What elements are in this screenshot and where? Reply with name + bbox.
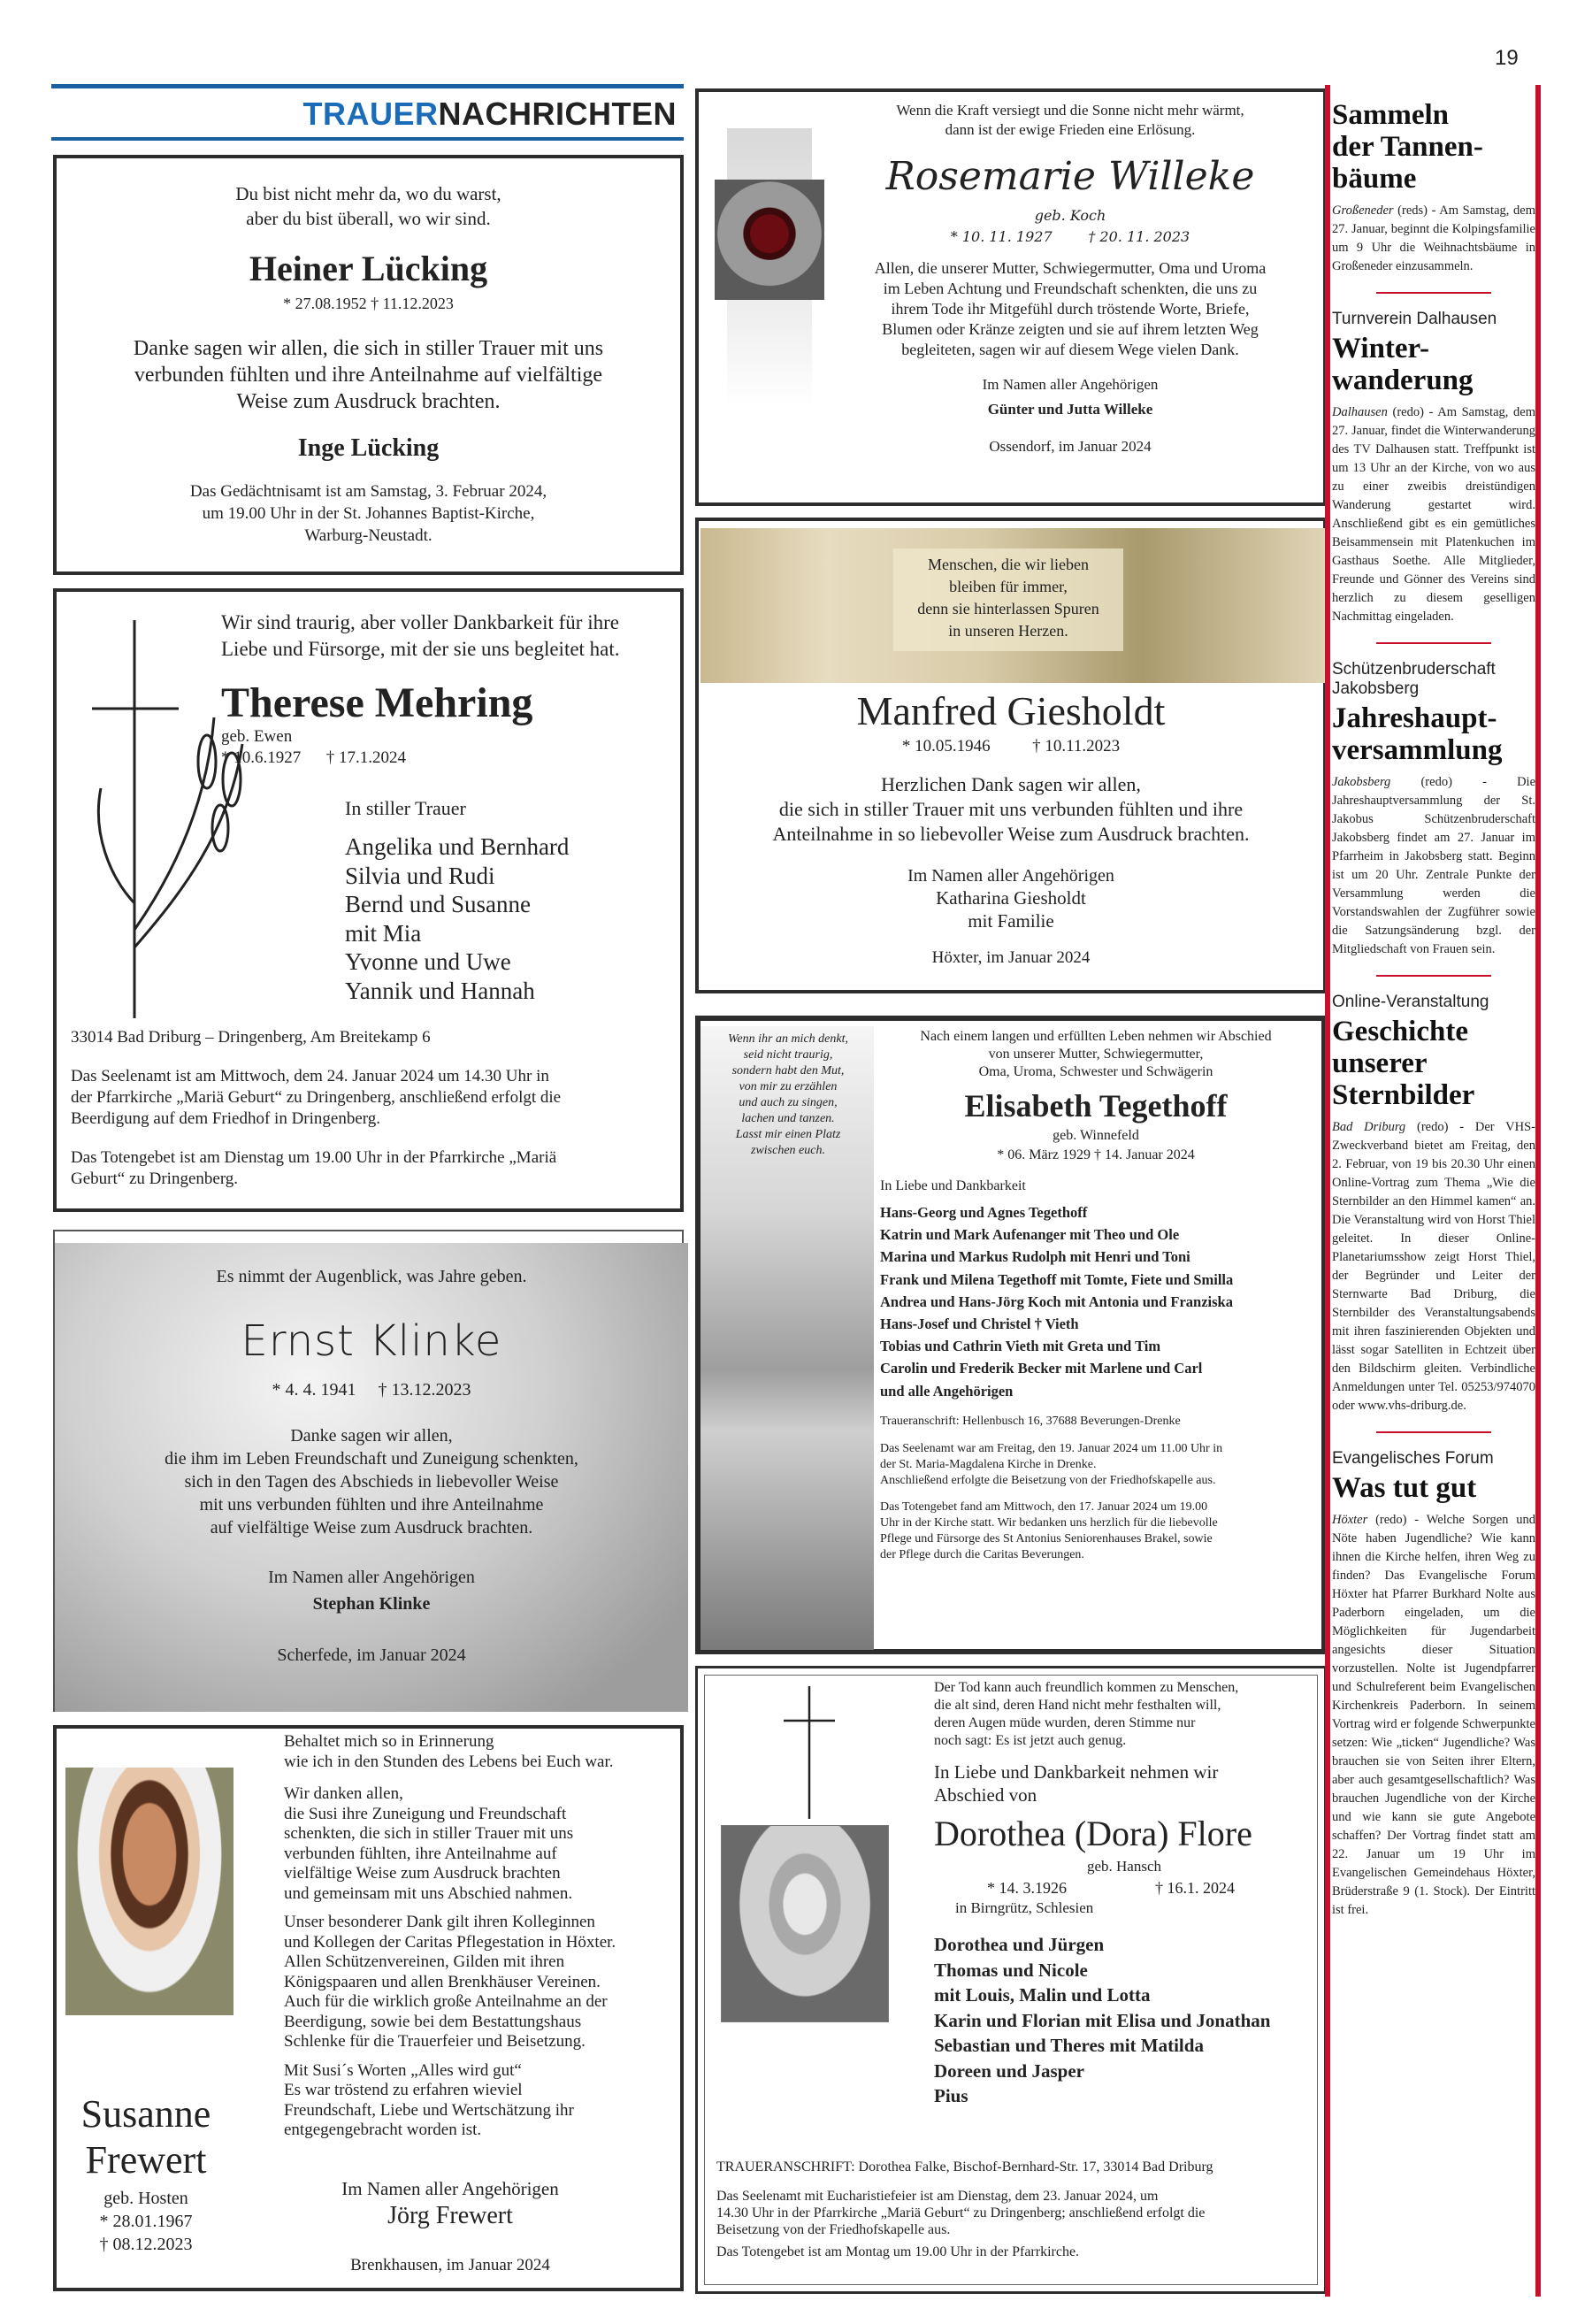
text-line: schenkten, die sich in stiller Trauer mit uns xyxy=(284,1824,574,1843)
text-line: Der Tod kann auch freundlich kommen zu Menschen, xyxy=(934,1680,1239,1695)
text-line: Wir danken allen, xyxy=(284,1784,403,1803)
family-member: Doreen und Jasper xyxy=(934,2059,1084,2082)
text-line: Schlenke für die Trauerfeier und Beisetzung. xyxy=(284,2032,586,2051)
obituary-luecking: Du bist nicht mehr da, wo du warst, aber du bist überall, wo wir sind. Heiner Lücking * 27.08.1952 † 11.12.2023 Danke sagen wir allen, die sich in stiller Trauer mit uns verbunden fühlten und ihre Anteilnahme auf vielfältige Weise zum Ausdruck brachten. Inge Lücking Das Gedächtnisamt ist am Samstag, 3. Februar 2024, um 19.00 Uhr in der St. Johannes Baptist-Kirche, Warburg-Neustadt. xyxy=(53,155,684,575)
family-member: Hans-Georg und Agnes Tegethoff xyxy=(880,1204,1088,1221)
text-line: sich in den Tagen des Abschieds in liebevoller Weise xyxy=(184,1472,559,1492)
deceased-name: Therese Mehring xyxy=(221,679,533,726)
text-line: Menschen, die wir lieben xyxy=(928,556,1089,573)
article-headline xyxy=(1332,99,1535,195)
sidebar-rule-left xyxy=(1325,85,1330,2297)
portrait-photo xyxy=(65,1768,233,2015)
headline-line: wanderung xyxy=(1332,364,1474,396)
family-member: mit Mia xyxy=(345,919,422,947)
family-member: Silvia und Rudi xyxy=(345,862,495,889)
text-line: 14.30 Uhr in der Pfarrkirche „Mariä Geburt“ zu Dringenberg; anschließend erfolgt die xyxy=(716,2205,1206,2220)
family-member: Angelika und Bernhard xyxy=(345,833,570,860)
text-line: Freundschaft, Liebe und Wertschätzung ihr xyxy=(284,2100,574,2120)
text-line: Herzlichen Dank sagen wir allen, xyxy=(881,773,1141,795)
obituary-tegethoff-text: Nach einem langen und erfüllten Leben nehmen wir Abschied von unserer Mutter, Schwiegermutter, Oma, Uroma, Schwester und Schwägerin Elisabeth Tegethoff geb. Winnefeld * 06. März 1929 † 14. Januar 2024 In Liebe und Dankbarkeit Hans-Georg und Agnes Tegethoff Katrin und Mark Aufenanger mit Theo und Ole Marina und Markus Rudolph mit Henri und Toni Frank und Milena Tegethoff mit Tomte, Fiete und Smilla Andrea und Hans-Jörg Koch mit Antonia und Franziska Hans-Josef und Christel † Vieth Tobias und Cathrin Vieth mit Greta und Tim Carolin und Frederik Becker mit Marlene und Carl und alle Angehörigen Traueranschrift: Hellenbusch 16, 37688 Beverungen-Drenke Das Seelenamt war am Freitag, den 19. Januar 2024 um 11.00 Uhr in der St. Maria-Magdalena Kirche in Drenke. Anschließend erfolgte die Beisetzung von der Friedhofskapelle aus. Das Totengebet fand am Mittwoch, den 17. Januar 2024 um 19.00 Uhr in der Kirche statt. Wir bedanken uns herzlich für die liebevolle Pflege und Fürsorge des St Antonius Seniorenhauses Brakel, sowie der Pflege durch die Caritas Beverungen. xyxy=(880,1028,1312,1563)
headline-line: versammlung xyxy=(1332,734,1503,766)
text-line: mit uns verbunden fühlten und ihre Anteilnahme xyxy=(199,1495,544,1515)
news-article-sternbilder: Online-Veranstaltung Geschichte unserer Sternbilder Bad Driburg (redo) - Der VHS-Zweckverband bietet am Freitag, den 2. Februar, von 19 bis 20.30 Uhr einen Online-Vortrag zum Thema „Wie die Sternbilder an den Himmel kamen“ an. Die Veranstaltung wird von Horst Thiel geleitet. In dieser Online-Planetariumsshow zeigt Horst Thiel, der Begründer und Leiter der Sternwarte Bad Driburg, die Sternbilder des Veranstaltungsabends mit ihren faszinierenden Objekten und lässt sogar Satelliten in Echtzeit über den Bildschirm gleiten. Verbindliche Anmeldungen unter Tel. 05253/974070 oder www.vhs-driburg.de. xyxy=(1332,993,1535,1415)
family-member: Frank und Milena Tegethoff mit Tomte, Fiete und Smilla xyxy=(880,1270,1234,1288)
deceased-name: Heiner Lücking xyxy=(249,249,488,288)
deceased-name: Ernst Klinke xyxy=(241,1316,502,1366)
article-separator xyxy=(1376,292,1491,294)
text-line: entgegengebracht worden ist. xyxy=(284,2121,482,2139)
headline-line: Geschichte xyxy=(1332,1016,1468,1047)
text-line: Mit Susi´s Worten „Alles wird gut“ xyxy=(284,2060,522,2080)
family-member: Marina und Markus Rudolph mit Henri und Toni xyxy=(880,1248,1190,1266)
text-line: deren Augen müde wurden, deren Stimme nur xyxy=(934,1715,1196,1730)
text-line: in unseren Herzen. xyxy=(948,622,1068,640)
article-separator xyxy=(1376,975,1491,977)
news-article-winterwanderung: Turnverein Dalhausen Winter- wanderung Dalhausen (redo) - Am Samstag, dem 27. Januar, findet die Winterwanderung des TV Dalhausen statt. Treffpunkt ist um 13 Uhr an der Kirche, von wo aus zu einer zweibis dreistündigen Wanderung gestartet wird. Anschließend gibt es ein gemütliches Beisammensein mit Platenkuchen im Gasthaus Soethe. Alle Mitglieder, Freunde und Gönner des Vereins sind herzlich zu diesem geselligen Nachmittag eingeladen. xyxy=(1332,310,1535,626)
text-line: Anteilnahme in so liebevoller Weise zum Ausdruck brachten. xyxy=(772,823,1250,845)
family-list xyxy=(345,832,569,1005)
section-header xyxy=(51,84,684,141)
text-line: und Kollegen der Caritas Pflegestation in Höxter. xyxy=(284,1932,616,1952)
text-line: Unser besonderer Dank gilt ihren Kolleginnen xyxy=(284,1913,595,1931)
obituary-frewert: Susanne Frewert geb. Hosten * 28.01.1967 † 08.12.2023 Behaltet mich so in Erinnerung wie ich in den Stunden des Lebens bei Euch war. Wir danken allen, die Susi ihre Zuneigung und Freundschaft schenkten, die sich in stiller Trauer mit uns verbunden fühlten, ihre Anteilnahme auf vielfältige Weise zum Ausdruck brachten und gemeinsam mit uns Abschied nahmen. Unser besonderer Dank gilt ihren Kolleginnen und Kollegen der Caritas Pflegestation in Höxter. Allen Schützenvereinen, Gilden mit ihren Königspaaren und allen Brenkhäuser Vereinen. Auch für die wirklich große Anteilnahme an der Beerdigung, sowie bei dem Bestattungshaus Schlenke für die Trauerfeier und Beisetzung. Mit Susi´s Worten „Alles wird gut“ Es war tröstend zu erfahren wieviel Freundschaft, Liebe und Wertschätzung ihr entgegengebracht worden ist. Im Namen aller Angehörigen Jörg Frewert Brenkhausen, im Januar 2024 xyxy=(53,1725,684,2291)
text-line: Blumen oder Kränze zeigten und sie auf ihrem letzten Weg xyxy=(882,320,1259,338)
text-line: die alt sind, deren Hand nicht mehr festhalten will, xyxy=(934,1698,1221,1713)
article-headline xyxy=(1332,333,1535,396)
text-line: Anschließend erfolgte die Beisetzung von der Friedhofskapelle aus. xyxy=(880,1473,1216,1487)
headline-line: Was tut gut xyxy=(1332,1472,1477,1504)
text-line: verbunden fühlten, ihre Anteilnahme auf xyxy=(284,1844,557,1863)
text-line: Lasst mir einen Platz xyxy=(735,1128,841,1141)
family-member: Carolin und Frederik Becker mit Marlene und Carl xyxy=(880,1360,1203,1377)
giesholdt-verse-panel xyxy=(893,548,1123,651)
family-member: Thomas und Nicole xyxy=(934,1959,1088,1981)
news-article-tannenbaeume xyxy=(1332,85,1535,276)
text-line: Es war tröstend zu erfahren wieviel xyxy=(284,2081,523,2099)
family-member: Katrin und Mark Aufenanger mit Theo und Ole xyxy=(880,1226,1180,1244)
section-title: TRAUERNACHRICHTEN xyxy=(302,96,677,132)
text-line: Allen Schützenvereinen, Gilden mit ihren xyxy=(284,1952,565,1971)
family-member: Dorothea und Jürgen xyxy=(934,1934,1105,1955)
text-line: zwischen euch. xyxy=(751,1144,825,1157)
text-line: die ihm im Leben Freundschaft und Zuneigung schenkten, xyxy=(165,1449,578,1469)
deceased-name: Dorothea (Dora) Flore xyxy=(934,1814,1252,1853)
text-line: Allen, die unserer Mutter, Schwiegermutter, Oma und Uroma xyxy=(874,259,1267,277)
text-line: Das Seelenamt mit Eucharistiefeier ist am Dienstag, dem 23. Januar 2024, um xyxy=(716,2189,1159,2204)
headline-line: Winter- xyxy=(1332,333,1429,364)
article-headline xyxy=(1332,1016,1535,1111)
text-line: im Leben Achtung und Freundschaft schenkten, die uns zu xyxy=(883,280,1258,297)
article-body: Jakobsberg (redo) - Die Jahreshauptversammlung der St. Jakobus Schützenbruderschaft Jakobsberg findet am 27. Januar im Pfarrheim in Jakobsberg statt. Beginn ist um 20 Uhr. Zentrale Punkte der Versammlung werden die Vorstandswahlen der Zugführer sowie die Satzungsänderung bzgl. der Mitgliedschaft von Frauen sein. xyxy=(1332,775,1535,956)
family-member: Andrea und Hans-Jörg Koch mit Antonia und Franziska xyxy=(880,1292,1233,1310)
headline-line: Jahreshaupt- xyxy=(1332,702,1497,734)
family-member: Bernd und Susanne xyxy=(345,891,531,917)
deceased-name: Rosemarie Willeke xyxy=(885,154,1255,199)
text-line: und auch zu singen, xyxy=(739,1096,838,1109)
article-body: Dalhausen (redo) - Am Samstag, dem 27. Januar, findet die Winterwanderung des TV Dalhausen statt. Treffpunkt ist um 13 Uhr an der Kirche, von wo aus zu einer zweibis dreistündigen Wanderung gestartet wird. Anschließend gibt es ein gemütliches Beisammensein mit Platenkuchen im Gasthaus Soethe. Alle Mitglieder, Freunde und Gönner des Vereins sind herzlich zu diesem geselligen Nachmittag eingeladen. xyxy=(1332,405,1535,624)
text-line: der Pflege durch die Caritas Beverungen. xyxy=(880,1547,1084,1561)
text-line: Beisetzung von der Friedhofskapelle aus. xyxy=(716,2222,951,2237)
headline-line: bäume xyxy=(1332,163,1417,195)
rose-image xyxy=(715,180,824,300)
obituary-flore-text: Der Tod kann auch freundlich kommen zu Menschen, die alt sind, deren Hand nicht mehr festhalten will, deren Augen müde wurden, deren Stimme nur noch sagt: Es ist jetzt auch genug. In Liebe und Dankbarkeit nehmen wir Abschied von Dorothea (Dora) Flore geb. Hansch * 14. 3.1926 † 16.1. 2024 in Birngrütz, Schlesien Dorothea und Jürgen Thomas und Nicole mit Louis, Malin und Lotta Karin und Florian mit Elisa und Jonathan Sebastian und Theres mit Matilda Doreen und Jasper Pius xyxy=(934,1679,1314,2109)
family-member: Yannik und Hannah xyxy=(345,977,535,1004)
news-article-was-tut-gut: Evangelisches Forum Was tut gut Höxter (redo) - Welche Sorgen und Nöte haben Jugendliche? Wie kann ihnen die Kirche helfen, ihren Weg zu finden? Das Evangelische Forum Höxter hat Pfarrer Burkhard Nolte aus Paderborn eingeladen, um die Möglichkeiten für Jugendarbeit angesichts dieser Situation vorzustellen. Nolte ist Jugendpfarrer und Schulreferent beim Evangelischen Kirchenkreis Paderborn. In seinem Vortrag wird er folgende Schwerpunkte setzen: Wie „ticken“ Jugendliche? Was brauchen sie von Seiten ihrer Eltern, aber auch gesamtgesellschaftlich? Was brauchen Jugendliche von der Kirche und wie kann sie gute Angebote schaffen? Der Vortrag findet statt am 22. Januar um 19 Uhr im Evangelischen Gemeindehaus Höxter, Brüderstraße 9 (1. Stock). Der Eintritt ist frei. xyxy=(1332,1449,1535,1920)
text-line: die sich in stiller Trauer mit uns verbunden fühlten und ihre xyxy=(778,798,1244,820)
text-line: von unserer Mutter, Schwiegermutter, xyxy=(988,1047,1204,1062)
text-line: von mir zu erzählen xyxy=(739,1080,838,1093)
text-line: und gemeinsam mit uns Abschied nahmen. xyxy=(284,1883,573,1903)
text-line: Pflege und Fürsorge des St Antonius Seniorenhauses Brakel, sowie xyxy=(880,1531,1213,1545)
text-line: noch sagt: Es ist jetzt auch genug. xyxy=(934,1733,1127,1748)
headline-line: Sternbilder xyxy=(1332,1079,1475,1111)
text-line: Beerdigung, sowie bei dem Bestattungshaus xyxy=(284,2012,582,2031)
news-article-jahreshauptversammlung: Schützenbruderschaft Jakobsberg Jahreshaupt- versammlung Jakobsberg (redo) - Die Jahreshauptversammlung der St. Jakobus Schützenbruderschaft Jakobsberg findet am 27. Januar im Pfarrheim in Jakobsberg statt. Beginn ist um 20 Uhr. Zentrale Punkte der Versammlung werden die Vorstandswahlen der Zugführer sowie die Satzungsänderung bzgl. der Mitgliedschaft von Frauen sein. xyxy=(1332,660,1535,959)
family-member: Pius xyxy=(934,2085,968,2106)
family-member: Yvonne und Uwe xyxy=(345,948,511,975)
article-body: Bad Driburg (redo) - Der VHS-Zweckverband bietet am Freitag, den 2. Februar, von 19 bis 20.30 Uhr einen Online-Vortrag zum Thema „Wie die Sternbilder an den Himmel kamen“ an. Die Veranstaltung wird von Horst Thiel geleitet. In dieser Online-Planetariumsshow zeigt Horst Thiel, der Begründer und Leiter der Sternwarte Bad Driburg, die Sternbilder des Veranstaltungsabends mit ihren faszinierenden Objekten und lässt sogar Satelliten in Echtzeit über den Bildschirm gleiten. Verbindliche Anmeldungen unter Tel. 05253/974070 oder www.vhs-driburg.de. xyxy=(1332,1120,1535,1413)
obituary-willeke-text: Wenn die Kraft versiegt und die Sonne nicht mehr wärmt, dann ist der ewige Frieden eine Erlösung. Rosemarie Willeke geb. Koch * 10. 11. 1927 † 20. 11. 2023 Allen, die unserer Mutter, Schwiegermutter, Oma und Uroma im Leben Achtung und Freundschaft schenkten, die uns zu ihrem Tode ihr Mitgefühl durch tröstende Worte, Briefe, Blumen oder Kränze zeigten und sie auf ihrem letzten Weg begleiteten, sagen wir auf diesem Wege vielen Dank. Im Namen aller Angehörigen Günter und Jutta Willeke Ossendorf, im Januar 2024 xyxy=(823,101,1318,456)
text-line: sondern habt den Mut, xyxy=(731,1064,845,1078)
family-member: Karin und Florian mit Elisa und Jonathan xyxy=(934,2009,1271,2031)
text-line: Wenn ihr an mich denkt, xyxy=(728,1032,848,1046)
article-headline xyxy=(1332,1472,1535,1504)
article-headline xyxy=(1332,702,1535,766)
sidebar-rule-right xyxy=(1535,85,1541,2297)
text-line: Das Totengebet fand am Mittwoch, den 17. Januar 2024 um 19.00 xyxy=(880,1499,1208,1514)
obituary-klinke-text: Es nimmt der Augenblick, was Jahre geben. Ernst Klinke * 4. 4. 1941 † 13.12.2023 Danke sagen wir allen, die ihm im Leben Freundschaft und Zuneigung schenkten, sich in den Tagen des Abschieds in liebevoller Weise mit uns verbunden fühlten und ihre Anteilnahme auf vielfältige Weise zum Ausdruck brachten. Im Namen aller Angehörigen Stephan Klinke Scherfede, im Januar 2024 xyxy=(55,1265,688,1667)
article-body: Großeneder (reds) - Am Samstag, dem 27. Januar, beginnt die Kolpingsfamilie um 9 Uhr die Weihnachtsbäume in Großeneder einzusammeln. xyxy=(1332,203,1535,273)
portrait-photo xyxy=(721,1825,889,2022)
text-line: bleiben für immer, xyxy=(949,578,1068,595)
text-line: denn sie hinterlassen Spuren xyxy=(917,600,1099,617)
text-line: Königspaaren und allen Brenkhäuser Vereinen. xyxy=(284,1972,601,1991)
page-number: 19 xyxy=(1495,46,1519,70)
tegethoff-poem xyxy=(706,1032,870,1159)
family-member: Sebastian und Theres mit Matilda xyxy=(934,2035,1204,2056)
deceased-name: Frewert xyxy=(85,2138,207,2182)
text-line: vielfältige Weise zum Ausdruck brachten xyxy=(284,1864,561,1883)
text-line: Oma, Uroma, Schwester und Schwägerin xyxy=(978,1064,1213,1079)
family-member: mit Louis, Malin und Lotta xyxy=(934,1984,1151,2006)
text-line: seid nicht traurig, xyxy=(743,1048,833,1062)
obituary-mehring: Wir sind traurig, aber voller Dankbarkeit für ihre Liebe und Fürsorge, mit der sie uns begleitet hat. Therese Mehring geb. Ewen * 10.6.1927 † 17.1.2024 In stiller Trauer Angelika und Bernhard Silvia und Rudi Bernd und Susanne mit Mia Yvonne und Uwe Yannik und Hannah 33014 Bad Driburg – Dringenberg, Am Breitekamp 6 Das Seelenamt ist am Mittwoch, dem 24. Januar 2024 um 14.30 Uhr in der Pfarrkirche „Mariä Geburt“ zu Dringenberg, anschließend erfolgt die Beerdigung auf dem Friedhof in Dringenberg. Das Totengebet ist am Dienstag um 19.00 Uhr in der Pfarrkirche „Mariä Geburt“ zu Dringenberg. xyxy=(53,588,684,1212)
article-separator xyxy=(1376,1431,1491,1433)
text-line: der St. Maria-Magdalena Kirche in Drenke. xyxy=(880,1457,1097,1471)
cross-icon xyxy=(778,1681,840,1822)
cross-wheat-icon xyxy=(74,611,260,1027)
text-line: begleiteten, sagen wir auf diesem Wege vielen Dank. xyxy=(901,341,1239,358)
article-body: Höxter (redo) - Welche Sorgen und Nöte haben Jugendliche? Wie kann ihnen die Kirche helfen, ihren Weg zu finden? Das Evangelische Forum Höxter hat Pfarrer Burkhard Nolte aus Paderborn eingeladen, um die Möglichkeiten für Jugendarbeit angesichts dieser Situation vorzustellen. Nolte ist Jugendpfarrer und Schulreferent beim Evangelischen Kirchenkreis Paderborn. In seinem Vortrag wird er folgende Schwerpunkte setzen: Wie „ticken“ Jugendliche? Was brauchen sie von Seiten ihrer Eltern, aber auch gesamtgesellschaftlich? Was brauchen Jugendliche von der Kirche und wie kann sie gute Angebote schaffen? Der Vortrag findet statt am 22. Januar um 19 Uhr im Evangelischen Gemeindehaus Höxter, Brüderstraße 9 (1. Stock). Der Eintritt ist frei. xyxy=(1332,1513,1535,1917)
family-member: und alle Angehörigen xyxy=(880,1382,1014,1400)
text-line: Nach einem langen und erfüllten Leben nehmen wir Abschied xyxy=(920,1029,1272,1044)
text-line: Danke sagen wir allen, xyxy=(290,1426,453,1446)
text-line: ihrem Tode ihr Mitgefühl durch tröstende Worte, Briefe, xyxy=(891,300,1250,318)
text-line: die Susi ihre Zuneigung und Freundschaft xyxy=(284,1804,567,1823)
news-sidebar xyxy=(1332,85,1535,2297)
text-line: Das Seelenamt war am Freitag, den 19. Januar 2024 um 11.00 Uhr in xyxy=(880,1441,1223,1455)
deceased-name: Elisabeth Tegethoff xyxy=(964,1088,1228,1124)
headline-line: der Tannen- xyxy=(1332,131,1483,163)
article-separator xyxy=(1376,642,1491,644)
family-member: Hans-Josef und Christel † Vieth xyxy=(880,1315,1079,1333)
family-member: Tobias und Cathrin Vieth mit Greta und Tim xyxy=(880,1338,1161,1355)
text-line: auf vielfältige Weise zum Ausdruck brachten. xyxy=(210,1518,533,1538)
headline-line: Sammeln xyxy=(1332,99,1449,131)
text-line: lachen und tanzen. xyxy=(741,1112,835,1125)
text-line: Auch für die wirklich große Anteilnahme an der xyxy=(284,1992,608,2011)
text-line: Uhr in der Kirche statt. Wir bedanken uns herzlich für die liebevolle xyxy=(880,1515,1218,1530)
obituary-giesholdt-text: Manfred Giesholdt * 10.05.1946 † 10.11.2023 Herzlichen Dank sagen wir allen, die sich in stiller Trauer mit uns verbunden fühlten und ihre Anteilnahme in so liebevoller Weise zum Ausdruck brachten. Im Namen aller Angehörigen Katharina Giesholdt mit Familie Höxter, im Januar 2024 xyxy=(699,686,1323,968)
headline-line: unserer xyxy=(1332,1047,1428,1079)
flore-details: TRAUERANSCHRIFT: Dorothea Falke, Bischof-Bernhard-Str. 17, 33014 Bad Driburg Das Seelenamt mit Eucharistiefeier ist am Dienstag, dem 23. Januar 2024, um 14.30 Uhr in der Pfarrkirche „Mariä Geburt“ zu Dringenberg; anschließend erfolgt die Beisetzung von der Friedhofskapelle aus. Das Totengebet ist am Montag um 19.00 Uhr in der Pfarrkirche. xyxy=(716,2159,1314,2260)
deceased-name: Manfred Giesholdt xyxy=(856,688,1166,733)
